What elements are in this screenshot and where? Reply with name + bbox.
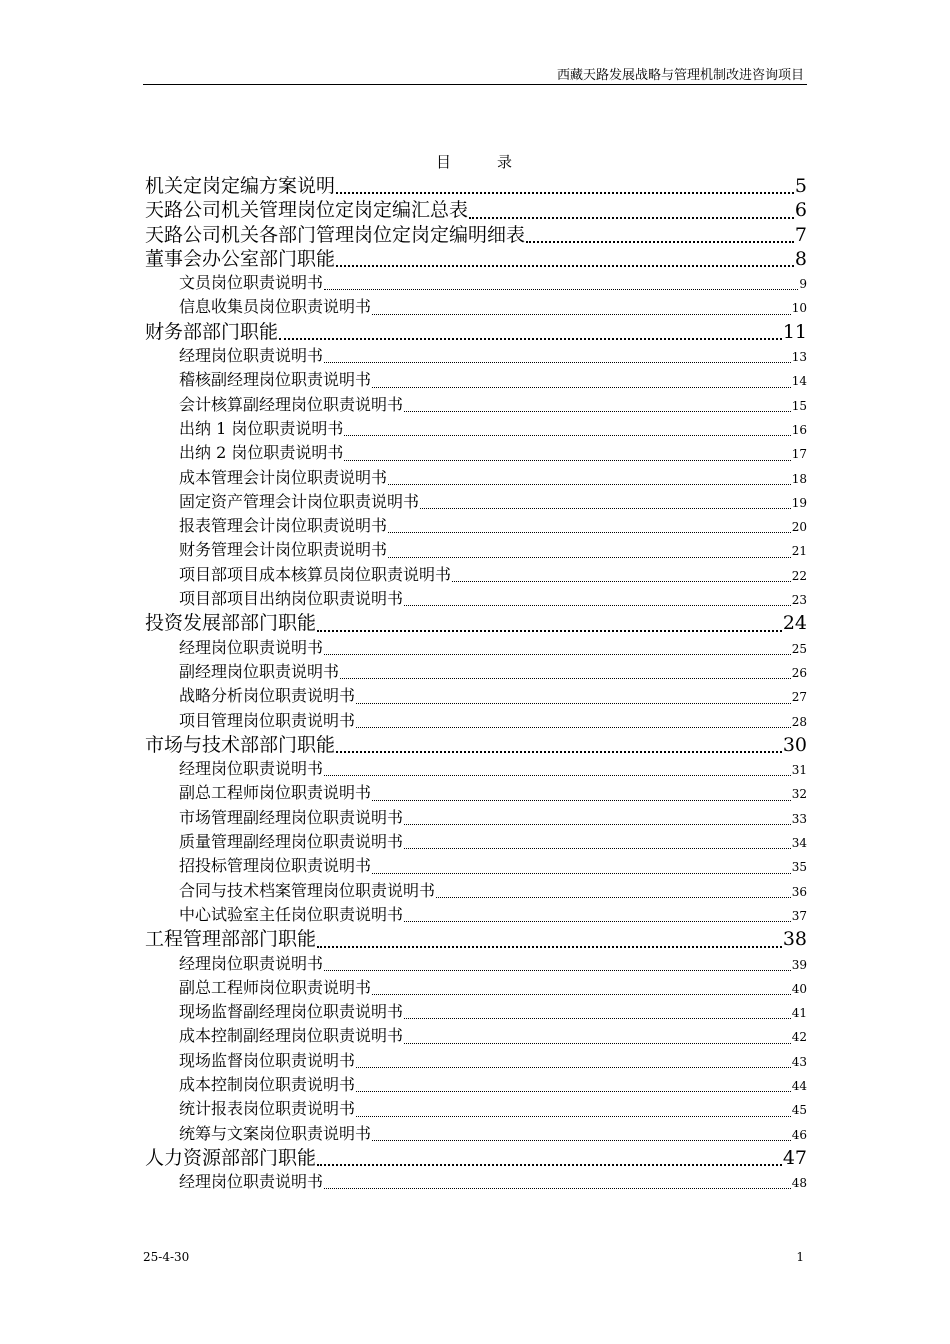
toc-entry-page: 18 bbox=[791, 471, 807, 486]
toc-entry-page: 30 bbox=[782, 733, 807, 756]
toc-entry-title: 固定资产管理会计岗位职责说明书 bbox=[179, 491, 420, 511]
toc-entry-subsection[interactable] bbox=[145, 295, 807, 319]
header-divider bbox=[143, 84, 807, 85]
toc-dot-leader bbox=[356, 1091, 791, 1092]
toc-title bbox=[0, 151, 950, 172]
toc-entry-page: 14 bbox=[791, 374, 807, 389]
toc-entry-subsection[interactable] bbox=[145, 1024, 807, 1048]
toc-entry-page: 33 bbox=[791, 811, 807, 826]
toc-dot-leader bbox=[404, 1018, 791, 1019]
toc-dot-leader bbox=[388, 532, 791, 533]
toc-entry-title: 财务管理会计岗位职责说明书 bbox=[179, 540, 388, 560]
footer-date: 25-4-30 bbox=[143, 1250, 190, 1264]
toc-entry-subsection[interactable] bbox=[145, 1097, 807, 1121]
toc-entry-page: 35 bbox=[791, 860, 807, 875]
toc-entry-page: 28 bbox=[791, 714, 807, 729]
toc-entry-title: 经理岗位职责说明书 bbox=[179, 346, 324, 366]
toc-entry-page: 43 bbox=[791, 1054, 807, 1069]
toc-entry-title: 项目部项目出纳岗位职责说明书 bbox=[179, 589, 404, 609]
toc-entry-page: 19 bbox=[791, 495, 807, 510]
toc-entry-subsection[interactable] bbox=[145, 441, 807, 465]
toc-dot-leader bbox=[404, 824, 791, 825]
toc-entry-subsection[interactable] bbox=[145, 1000, 807, 1024]
toc-title-right: 录 bbox=[497, 153, 515, 171]
toc-title-left: 目 bbox=[435, 153, 453, 171]
toc-entry-title: 质量管理副经理岗位职责说明书 bbox=[179, 832, 404, 852]
footer-page-number: 1 bbox=[796, 1250, 804, 1264]
toc-entry-title: 经理岗位职责说明书 bbox=[179, 637, 324, 657]
toc-entry-title: 信息收集员岗位职责说明书 bbox=[179, 297, 372, 317]
toc-entry-page: 44 bbox=[791, 1078, 807, 1093]
toc-entry-subsection[interactable] bbox=[145, 466, 807, 490]
toc-entry-page: 6 bbox=[794, 199, 807, 222]
toc-dot-leader bbox=[372, 314, 791, 315]
toc-dot-leader bbox=[404, 411, 791, 412]
toc-entry-title: 市场管理副经理岗位职责说明书 bbox=[179, 807, 404, 827]
toc-entry-title: 天路公司机关各部门管理岗位定岗定编明细表 bbox=[145, 223, 526, 246]
toc-dot-leader bbox=[526, 241, 794, 243]
toc-entry-page: 40 bbox=[791, 981, 807, 996]
toc-entry-subsection[interactable] bbox=[145, 393, 807, 417]
toc-dot-leader bbox=[372, 994, 791, 995]
toc-entry-page: 23 bbox=[791, 593, 807, 608]
toc-entry-page: 48 bbox=[791, 1176, 807, 1191]
toc-entry-subsection[interactable] bbox=[145, 636, 807, 660]
toc-dot-leader bbox=[324, 970, 791, 971]
toc-entry-page: 15 bbox=[791, 398, 807, 413]
toc-entry-page: 16 bbox=[791, 422, 807, 437]
toc-dot-leader bbox=[452, 581, 791, 582]
toc-dot-leader bbox=[469, 217, 794, 219]
toc-entry-title: 战略分析岗位职责说明书 bbox=[179, 686, 356, 706]
toc-entry-title: 会计核算副经理岗位职责说明书 bbox=[179, 394, 404, 414]
toc-dot-leader bbox=[336, 751, 782, 753]
toc-entry-title: 人力资源部部门职能 bbox=[145, 1146, 317, 1169]
toc-entry-subsection[interactable] bbox=[145, 806, 807, 830]
toc-entry-subsection[interactable] bbox=[145, 903, 807, 927]
toc-entry-subsection[interactable] bbox=[145, 538, 807, 562]
toc-dot-leader bbox=[324, 775, 791, 776]
toc-dot-leader bbox=[324, 654, 791, 655]
toc-dot-leader bbox=[324, 362, 791, 363]
toc-dot-leader bbox=[404, 605, 791, 606]
toc-entry-page: 41 bbox=[791, 1006, 807, 1021]
toc-entry-section[interactable] bbox=[145, 223, 807, 247]
toc-dot-leader bbox=[404, 848, 791, 849]
toc-entry-title: 经理岗位职责说明书 bbox=[179, 1172, 324, 1192]
toc-entry-title: 出纳 2 岗位职责说明书 bbox=[179, 443, 344, 463]
toc-entry-title: 招投标管理岗位职责说明书 bbox=[179, 856, 372, 876]
toc-entry-page: 5 bbox=[794, 175, 807, 197]
toc-dot-leader bbox=[436, 897, 791, 898]
toc-entry-page: 11 bbox=[782, 320, 807, 343]
toc-entry-title: 合同与技术档案管理岗位职责说明书 bbox=[179, 880, 436, 900]
toc-entry-subsection[interactable] bbox=[145, 514, 807, 538]
toc-entry-subsection[interactable] bbox=[145, 684, 807, 708]
toc-dot-leader bbox=[388, 484, 791, 485]
toc-entry-title: 董事会办公室部门职能 bbox=[145, 247, 336, 270]
toc-entry-page: 25 bbox=[791, 641, 807, 656]
toc-entry-page: 36 bbox=[791, 884, 807, 899]
toc-entry-section[interactable] bbox=[145, 198, 807, 222]
toc-dot-leader bbox=[344, 435, 790, 436]
toc-entry-title: 投资发展部部门职能 bbox=[145, 612, 317, 635]
toc-dot-leader bbox=[340, 678, 791, 679]
toc-entry-title: 市场与技术部部门职能 bbox=[145, 733, 336, 756]
toc-entry-subsection[interactable] bbox=[145, 417, 807, 441]
toc-entry-title: 成本控制岗位职责说明书 bbox=[179, 1074, 356, 1094]
toc-dot-leader bbox=[317, 630, 782, 632]
toc-entry-subsection[interactable] bbox=[145, 1170, 807, 1194]
toc-entry-page: 32 bbox=[791, 787, 807, 802]
toc-entry-page: 22 bbox=[791, 568, 807, 583]
header-project-title: 西藏天路发展战略与管理机制改进咨询项目 bbox=[556, 68, 804, 83]
toc-dot-leader bbox=[372, 800, 791, 801]
toc-dot-leader bbox=[336, 192, 794, 194]
toc-entry-page: 21 bbox=[791, 544, 807, 559]
toc-entry-subsection[interactable] bbox=[145, 709, 807, 733]
toc-dot-leader bbox=[344, 460, 790, 461]
toc-entry-page: 31 bbox=[791, 763, 807, 778]
table-of-contents bbox=[145, 174, 807, 1194]
toc-dot-leader bbox=[404, 1043, 791, 1044]
toc-dot-leader bbox=[356, 1116, 791, 1117]
toc-entry-subsection[interactable] bbox=[145, 879, 807, 903]
toc-entry-subsection[interactable] bbox=[145, 563, 807, 587]
toc-entry-section[interactable] bbox=[145, 927, 807, 951]
toc-entry-page: 37 bbox=[791, 908, 807, 923]
toc-entry-section[interactable] bbox=[145, 611, 807, 635]
toc-entry-title: 出纳 1 岗位职责说明书 bbox=[179, 418, 344, 438]
toc-dot-leader bbox=[372, 387, 791, 388]
toc-entry-page: 8 bbox=[794, 247, 807, 270]
toc-entry-title: 副总工程师岗位职责说明书 bbox=[179, 783, 372, 803]
toc-entry-page: 46 bbox=[791, 1127, 807, 1142]
toc-entry-page: 17 bbox=[791, 447, 807, 462]
toc-entry-page: 20 bbox=[791, 520, 807, 535]
toc-dot-leader bbox=[404, 921, 791, 922]
toc-entry-title: 成本控制副经理岗位职责说明书 bbox=[179, 1026, 404, 1046]
toc-entry-page: 13 bbox=[791, 350, 807, 365]
toc-entry-subsection[interactable] bbox=[145, 854, 807, 878]
toc-entry-title: 统计报表岗位职责说明书 bbox=[179, 1099, 356, 1119]
toc-entry-title: 稽核副经理岗位职责说明书 bbox=[179, 370, 372, 390]
toc-entry-section[interactable] bbox=[145, 174, 807, 198]
toc-entry-subsection[interactable] bbox=[145, 660, 807, 684]
toc-entry-title: 报表管理会计岗位职责说明书 bbox=[179, 516, 388, 536]
toc-entry-title: 文员岗位职责说明书 bbox=[179, 273, 324, 293]
toc-dot-leader bbox=[324, 1188, 791, 1189]
toc-entry-section[interactable] bbox=[145, 733, 807, 757]
toc-entry-title: 财务部部门职能 bbox=[145, 320, 279, 343]
toc-dot-leader bbox=[388, 557, 791, 558]
toc-dot-leader bbox=[279, 338, 782, 340]
toc-entry-title: 中心试验室主任岗位职责说明书 bbox=[179, 904, 404, 924]
toc-entry-subsection[interactable] bbox=[145, 1073, 807, 1097]
toc-dot-leader bbox=[356, 727, 791, 728]
toc-dot-leader bbox=[317, 946, 782, 948]
toc-entry-title: 经理岗位职责说明书 bbox=[179, 953, 324, 973]
toc-entry-subsection[interactable] bbox=[145, 368, 807, 392]
toc-entry-subsection[interactable] bbox=[145, 587, 807, 611]
toc-entry-page: 39 bbox=[791, 957, 807, 972]
toc-entry-title: 机关定岗定编方案说明 bbox=[145, 175, 336, 197]
toc-entry-subsection[interactable] bbox=[145, 1122, 807, 1146]
toc-entry-subsection[interactable] bbox=[145, 976, 807, 1000]
toc-entry-page: 7 bbox=[794, 223, 807, 246]
toc-entry-subsection[interactable] bbox=[145, 271, 807, 295]
toc-entry-title: 副经理岗位职责说明书 bbox=[179, 661, 340, 681]
toc-entry-title: 项目管理岗位职责说明书 bbox=[179, 710, 356, 730]
toc-entry-subsection[interactable] bbox=[145, 757, 807, 781]
toc-entry-subsection[interactable] bbox=[145, 781, 807, 805]
toc-entry-title: 成本管理会计岗位职责说明书 bbox=[179, 467, 388, 487]
toc-entry-title: 项目部项目成本核算员岗位职责说明书 bbox=[179, 564, 452, 584]
toc-entry-title: 现场监督岗位职责说明书 bbox=[179, 1050, 356, 1070]
toc-entry-page: 9 bbox=[799, 277, 807, 292]
toc-entry-title: 统筹与文案岗位职责说明书 bbox=[179, 1123, 372, 1143]
toc-entry-page: 42 bbox=[791, 1030, 807, 1045]
toc-entry-title: 经理岗位职责说明书 bbox=[179, 759, 324, 779]
toc-entry-section[interactable] bbox=[145, 1146, 807, 1170]
toc-dot-leader bbox=[372, 1140, 791, 1141]
toc-dot-leader bbox=[372, 873, 791, 874]
toc-entry-subsection[interactable] bbox=[145, 830, 807, 854]
toc-entry-page: 34 bbox=[791, 836, 807, 851]
toc-entry-section[interactable] bbox=[145, 320, 807, 344]
toc-entry-subsection[interactable] bbox=[145, 344, 807, 368]
toc-entry-subsection[interactable] bbox=[145, 490, 807, 514]
toc-entry-page: 38 bbox=[782, 928, 807, 951]
toc-entry-page: 45 bbox=[791, 1103, 807, 1118]
toc-dot-leader bbox=[420, 508, 791, 509]
toc-entry-title: 副总工程师岗位职责说明书 bbox=[179, 977, 372, 997]
toc-entry-title: 天路公司机关管理岗位定岗定编汇总表 bbox=[145, 199, 469, 222]
toc-entry-page: 27 bbox=[791, 690, 807, 705]
toc-entry-page: 26 bbox=[791, 665, 807, 680]
toc-entry-page: 24 bbox=[782, 612, 807, 635]
toc-dot-leader bbox=[317, 1164, 782, 1166]
toc-entry-page: 10 bbox=[791, 301, 807, 316]
toc-dot-leader bbox=[336, 265, 794, 267]
toc-entry-subsection[interactable] bbox=[145, 952, 807, 976]
toc-entry-title: 工程管理部部门职能 bbox=[145, 928, 317, 951]
toc-entry-subsection[interactable] bbox=[145, 1049, 807, 1073]
toc-dot-leader bbox=[356, 1067, 791, 1068]
toc-dot-leader bbox=[356, 703, 791, 704]
toc-entry-page: 47 bbox=[782, 1146, 807, 1169]
toc-entry-section[interactable] bbox=[145, 247, 807, 271]
toc-entry-title: 现场监督副经理岗位职责说明书 bbox=[179, 1002, 404, 1022]
toc-dot-leader bbox=[324, 289, 798, 290]
